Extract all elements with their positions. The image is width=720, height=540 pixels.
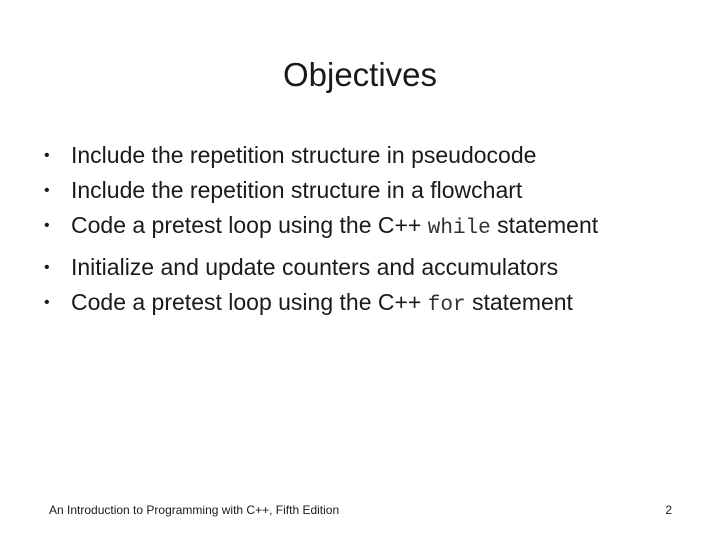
bullet-icon: • [44,217,50,234]
code-keyword-for: for [427,294,466,317]
bullet-icon: • [44,147,50,164]
bullet-text: Include the repetition structure in pseudocode [71,142,537,168]
bullet-item [44,285,704,323]
bullet-text: Code a pretest loop using the C++ [71,289,428,315]
bullet-item [44,138,704,173]
bullet-icon: • [44,182,50,199]
bullet-text: Include the repetition structure in a flowchart [71,177,523,203]
bullet-icon: • [44,294,50,311]
page-number: 2 [665,503,672,517]
slide-title [0,55,720,95]
bullet-item [44,250,704,285]
slide-footer: An Introduction to Programming with C++, Fifth Edition [49,503,340,517]
bullet-item [44,173,704,208]
slide-title-text: Objectives [282,56,438,93]
objectives-list [44,138,704,323]
bullet-text: Initialize and update counters and accumulators [71,254,559,280]
bullet-text: Code a pretest loop using the C++ [71,212,428,238]
code-keyword-while: while [427,217,491,240]
bullet-icon: • [44,259,50,276]
bullet-text-tail: statement [465,289,573,315]
bullet-text-tail: statement [490,212,599,238]
bullet-item [44,208,704,246]
